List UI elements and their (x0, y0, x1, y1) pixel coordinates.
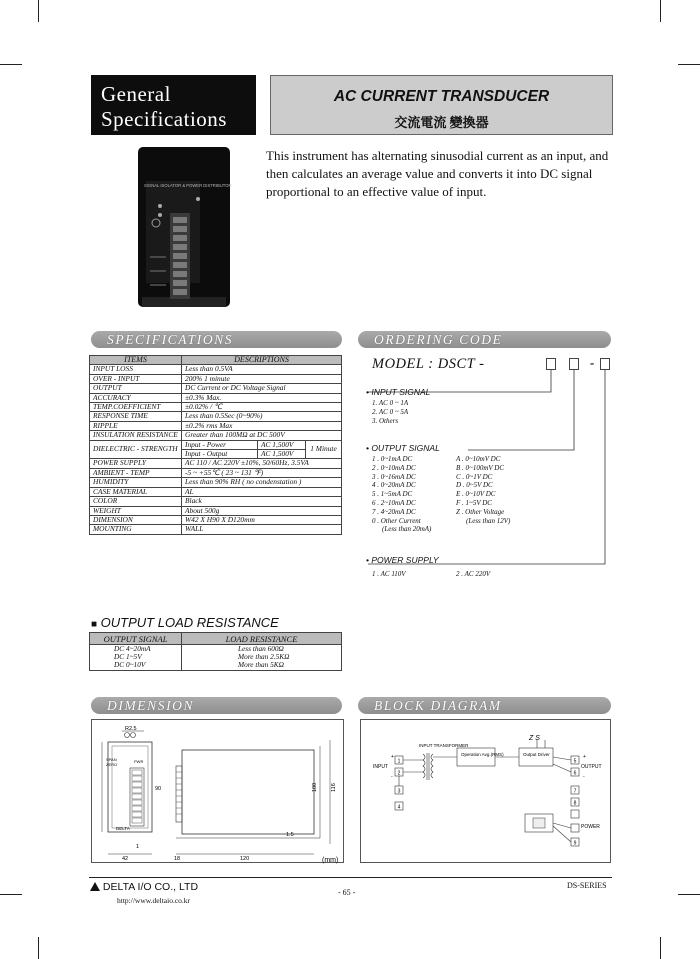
output-signal-option: 6 . 2~10mA DC (372, 498, 416, 507)
olr-load: More than 5KΩ (238, 660, 284, 670)
output-signal-option: 0 . Other Current (372, 516, 421, 525)
delta-logo-icon (90, 882, 100, 891)
terminal-7: 7 (573, 788, 577, 795)
crop-mark (678, 64, 700, 65)
spec-item: COLOR (90, 497, 182, 506)
block-pots-label: Z S (529, 735, 540, 742)
output-signal-option: F . 1~5V DC (456, 498, 492, 507)
terminal-4: 4 (397, 804, 401, 811)
spec-description: -5 ~ +55℃ ( 23 ~ 131 ℉) (182, 468, 342, 477)
product-title-box (270, 75, 613, 135)
output-signal-option: 3 . 0~16mA DC (372, 472, 416, 481)
spec-description: Greater than 100MΩ at DC 500V (182, 431, 342, 440)
terminal-3: 3 (397, 788, 401, 795)
spec-description: AC 110 / AC 220V ±10%, 50/60Hz, 3.5VA (182, 459, 342, 468)
spec-row (90, 497, 342, 506)
block-transformer-label: INPUT TRANSFORMER (419, 743, 469, 748)
olr-signal: DC 1~5V (114, 652, 142, 662)
spec-description: W42 X H90 X D120mm (182, 515, 342, 524)
output-signal-option: Z . Other Voltage (456, 507, 505, 516)
specifications-heading: SPECIFICATIONS (91, 331, 342, 348)
output-signal-option: 5 . 1~5mA DC (372, 490, 413, 499)
dim-r25: R2.5 (125, 726, 137, 732)
spec-description: ±0.02% / ℃ (182, 403, 342, 412)
product-name: AC CURRENT TRANSDUCER (333, 88, 550, 105)
terminal-6: 6 (573, 770, 577, 777)
model-code: MODEL : DSCT - (372, 356, 485, 372)
spec-item: POWER SUPPLY (90, 459, 182, 468)
block-output-minus: - (583, 774, 585, 780)
block-driver-label: Output Driver (523, 752, 550, 757)
intro-text: This instrument has alternating sinusodial current as an input, and then calculates an average value and converts it into DC signal proportional to an effective value of input. (266, 148, 609, 199)
col-items-header: ITEMS (90, 356, 182, 365)
block-input-label: INPUT (373, 764, 388, 770)
terminal-1: 1 (397, 758, 401, 765)
section-title: General Specifications (91, 75, 256, 135)
crop-mark (678, 894, 700, 895)
output-signal-current-list (372, 455, 431, 534)
spec-item: MOUNTING (90, 525, 182, 534)
input-signal-option: 1. AC 0 ~ 1A (372, 399, 409, 407)
footer-company-name: DELTA I/O CO., LTD (102, 881, 199, 893)
spec-row (90, 412, 342, 421)
block-output-label: OUTPUT (581, 764, 602, 770)
footer-rule (89, 877, 612, 878)
spec-row (90, 506, 342, 515)
crop-mark (660, 937, 661, 959)
spec-item: AMBIENT - TEMP (90, 468, 182, 477)
spec-item: DIMENSION (90, 515, 182, 524)
spec-description: Less than 0.5VA (182, 365, 342, 374)
code-dash: - (590, 355, 595, 370)
output-signal-option: D . 0~5V DC (456, 481, 493, 490)
footer-url: http://www.deltaio.co.kr (117, 896, 191, 905)
output-signal-option: (Less than 12V) (466, 516, 511, 525)
spec-dielectric-a-label: Input - Power (182, 440, 258, 449)
output-signal-option: A . 0~10mV DC (456, 455, 501, 463)
dim-d18: 18 (174, 856, 181, 862)
output-signal-title: • OUTPUT SIGNAL (366, 443, 440, 453)
olr-load: More than 2.5KΩ (238, 652, 290, 662)
input-signal-title: • INPUT SIGNAL (366, 387, 431, 397)
dim-w1: 1 (136, 844, 140, 850)
spec-row (90, 365, 342, 374)
spec-row (90, 431, 342, 440)
footer-company (90, 881, 198, 893)
terminal-9: 9 (573, 840, 577, 847)
product-name-cjk: 交流電流 變換器 (394, 115, 489, 130)
specifications-table (89, 355, 342, 535)
spec-description: 200% 1 minute (182, 374, 342, 383)
spec-item: RESPONSE TIME (90, 412, 182, 421)
spec-item: INPUT LOSS (90, 365, 182, 374)
output-signal-option: (Less than 20mA) (382, 525, 432, 534)
spec-item: OVER - INPUT (90, 374, 182, 383)
spec-item: CASE MATERIAL (90, 487, 182, 496)
spec-row (90, 525, 342, 534)
crop-mark (660, 0, 661, 22)
power-supply-title: • POWER SUPPLY (366, 555, 439, 565)
block-diagram (360, 719, 611, 863)
olr-signal: DC 0~10V (114, 660, 146, 670)
spec-description: ±0.3% Max. (182, 393, 342, 402)
output-signal-option: 1 . 0~1mA DC (372, 455, 413, 463)
terminal-5: 5 (573, 758, 577, 765)
dim-h116: 116 (331, 783, 337, 792)
spec-description: Black (182, 497, 342, 506)
block-output-plus: + (583, 754, 586, 760)
block-diagram-heading: BLOCK DIAGRAM (358, 697, 611, 714)
output-signal-voltage-list (456, 455, 510, 525)
output-signal-option: E . 0~10V DC (456, 490, 496, 499)
output-load-title-text: OUTPUT LOAD RESISTANCE (100, 615, 279, 630)
block-power-label: POWER (581, 824, 600, 830)
output-signal-option: 2 . 0~10mA DC (372, 463, 416, 472)
spec-item: WEIGHT (90, 506, 182, 515)
dim-span-label: SPAN (106, 757, 117, 762)
dimension-drawing (91, 719, 344, 863)
crop-mark (38, 937, 39, 959)
input-signal-option: 3. Others (372, 416, 399, 425)
terminal-2: 2 (397, 770, 401, 777)
output-signal-option: 4 . 0~20mA DC (372, 481, 416, 490)
dim-zero-label: ZERO (106, 762, 118, 767)
spec-item: OUTPUT (90, 384, 182, 393)
spec-item: ACCURACY (90, 393, 182, 402)
dimension-heading: DIMENSION (91, 697, 342, 714)
device-photo (132, 145, 234, 310)
spec-description: ±0.2% rms Max (182, 421, 342, 430)
dim-d120: 120 (240, 856, 250, 862)
output-signal-option: C . 0~1V DC (456, 472, 493, 481)
output-signal-option: 7 . 4~20mA DC (372, 507, 416, 516)
dim-h100: 100 (312, 782, 318, 792)
spec-description: WALL (182, 525, 342, 534)
crop-mark (0, 894, 22, 895)
crop-mark (0, 64, 22, 65)
footer-series: DS-SERIES (567, 881, 607, 890)
col-load-resistance-header: LOAD RESISTANCE (182, 633, 342, 645)
bullet-square-icon: ■ (91, 619, 98, 630)
crop-mark (38, 0, 39, 22)
olr-signal: DC 4~20mA (114, 644, 151, 653)
input-signal-list (372, 399, 408, 425)
ordering-code-heading: ORDERING CODE (358, 331, 611, 348)
spec-description: DC Current or DC Voltage Signal (182, 384, 342, 393)
block-opamp-label: Operation Avg.(RMS) (461, 752, 504, 757)
spec-description: About 500g (182, 506, 342, 515)
spec-item: INSULATION RESISTANCE (90, 431, 182, 440)
output-load-title (91, 615, 279, 630)
spec-dielectric-a-value: AC 1,500V (258, 440, 306, 449)
spec-item: TEMP.COEFFICIENT (90, 403, 182, 412)
dim-w42: 42 (122, 856, 129, 862)
spec-row (90, 487, 342, 496)
spec-item: DIELECTRIC - STRENGTH (90, 440, 182, 459)
dim-brand: DELTA (116, 826, 130, 831)
block-input-minus: - (391, 774, 393, 780)
dim-pwr-label: PWR (134, 759, 144, 764)
spec-row (90, 384, 342, 393)
col-output-signal-header: OUTPUT SIGNAL (90, 633, 182, 645)
spec-description: Less than 0.5Sec (0~90%) (182, 412, 342, 421)
dim-t15: 1.5 (286, 832, 294, 838)
block-input-plus: + (391, 754, 394, 760)
dim-h90: 90 (155, 786, 162, 792)
output-signal-option: B . 0~100mV DC (456, 463, 504, 472)
device-label: SIGNAL ISOLATOR & POWER DISTRIBUTOR (144, 183, 232, 188)
spec-dielectric-b-value: AC 1,500V (258, 450, 306, 459)
dim-unit: (mm) (322, 857, 339, 864)
col-descriptions-header: DESCRIPTIONS (182, 356, 342, 365)
spec-dielectric-b-label: Input - Output (182, 450, 258, 459)
terminal-8: 8 (573, 800, 577, 807)
olr-load: Less than 600Ω (238, 644, 284, 653)
spec-description: AL (182, 487, 342, 496)
input-signal-option: 2. AC 0 ~ 5A (372, 407, 409, 416)
power-option-1: 1 . AC 110V (372, 570, 406, 578)
spec-item: RIPPLE (90, 421, 182, 430)
spec-row (90, 478, 342, 487)
power-option-2: 2 . AC 220V (456, 570, 491, 578)
output-load-table (89, 632, 342, 671)
spec-description: Less than 90% RH ( no condenstation ) (182, 478, 342, 487)
spec-item: HUMIDITY (90, 478, 182, 487)
spec-row (90, 459, 342, 468)
footer-page-number: - 65 - (338, 888, 356, 897)
spec-dielectric-duration: 1 Minute (306, 440, 342, 459)
